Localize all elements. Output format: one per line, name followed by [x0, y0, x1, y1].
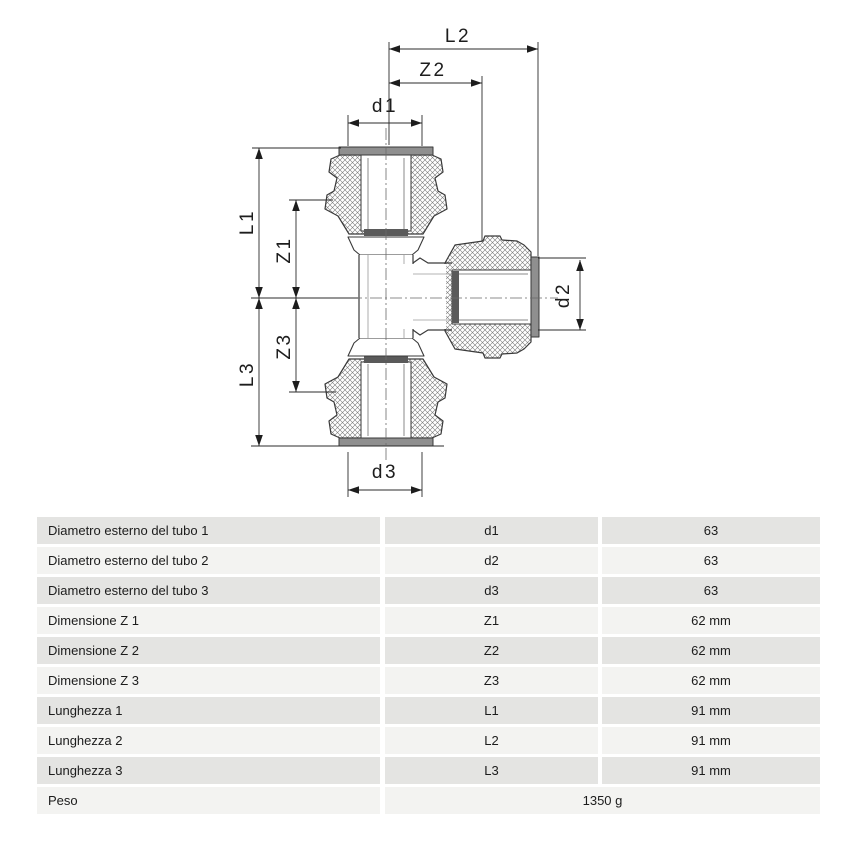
table-row-weight — [37, 787, 820, 814]
spec-value: 63 — [602, 517, 820, 544]
spec-value: 1350 g — [385, 787, 820, 814]
stop-band-right — [452, 271, 459, 323]
table-row — [37, 637, 820, 664]
spec-label: Dimensione Z 3 — [37, 667, 380, 694]
table-row — [37, 757, 820, 784]
table-row — [37, 547, 820, 574]
spec-symbol: d1 — [385, 517, 598, 544]
table-row — [37, 697, 820, 724]
spec-label: Diametro esterno del tubo 1 — [37, 517, 380, 544]
dim-label-L1: L1 — [237, 208, 258, 236]
cap-ring-right — [531, 257, 539, 337]
dim-label-Z3: Z3 — [274, 332, 295, 360]
dim-label-Z1: Z1 — [274, 236, 295, 264]
spec-label: Dimensione Z 2 — [37, 637, 380, 664]
spec-symbol: L3 — [385, 757, 598, 784]
spec-value: 63 — [602, 547, 820, 574]
spec-symbol: d2 — [385, 547, 598, 574]
dim-label-d3: d3 — [371, 462, 399, 483]
table-row — [37, 607, 820, 634]
spec-label: Lunghezza 2 — [37, 727, 380, 754]
spec-table — [37, 517, 820, 817]
spec-symbol: d3 — [385, 577, 598, 604]
spec-value: 63 — [602, 577, 820, 604]
table-row — [37, 667, 820, 694]
table-row — [37, 517, 820, 544]
spec-value: 91 mm — [602, 727, 820, 754]
spec-value: 91 mm — [602, 697, 820, 724]
spec-label: Peso — [37, 787, 380, 814]
spec-label: Lunghezza 1 — [37, 697, 380, 724]
spec-symbol: Z2 — [385, 637, 598, 664]
dim-label-Z2: Z2 — [419, 60, 447, 81]
spec-label: Diametro esterno del tubo 3 — [37, 577, 380, 604]
spec-value: 62 mm — [602, 667, 820, 694]
spec-symbol: L2 — [385, 727, 598, 754]
dim-label-d2: d2 — [553, 281, 574, 309]
table-row — [37, 727, 820, 754]
spec-value: 62 mm — [602, 637, 820, 664]
spec-symbol: L1 — [385, 697, 598, 724]
spec-label: Diametro esterno del tubo 2 — [37, 547, 380, 574]
dim-label-d1: d1 — [371, 96, 399, 117]
spec-label: Dimensione Z 1 — [37, 607, 380, 634]
spec-value: 91 mm — [602, 757, 820, 784]
spec-value: 62 mm — [602, 607, 820, 634]
table-row — [37, 577, 820, 604]
bore-right — [452, 270, 531, 324]
spec-label: Lunghezza 3 — [37, 757, 380, 784]
dim-label-L2: L2 — [444, 26, 472, 47]
dim-label-L3: L3 — [237, 360, 258, 388]
spec-symbol: Z1 — [385, 607, 598, 634]
tee-fitting-illustration — [325, 147, 539, 446]
spec-symbol: Z3 — [385, 667, 598, 694]
